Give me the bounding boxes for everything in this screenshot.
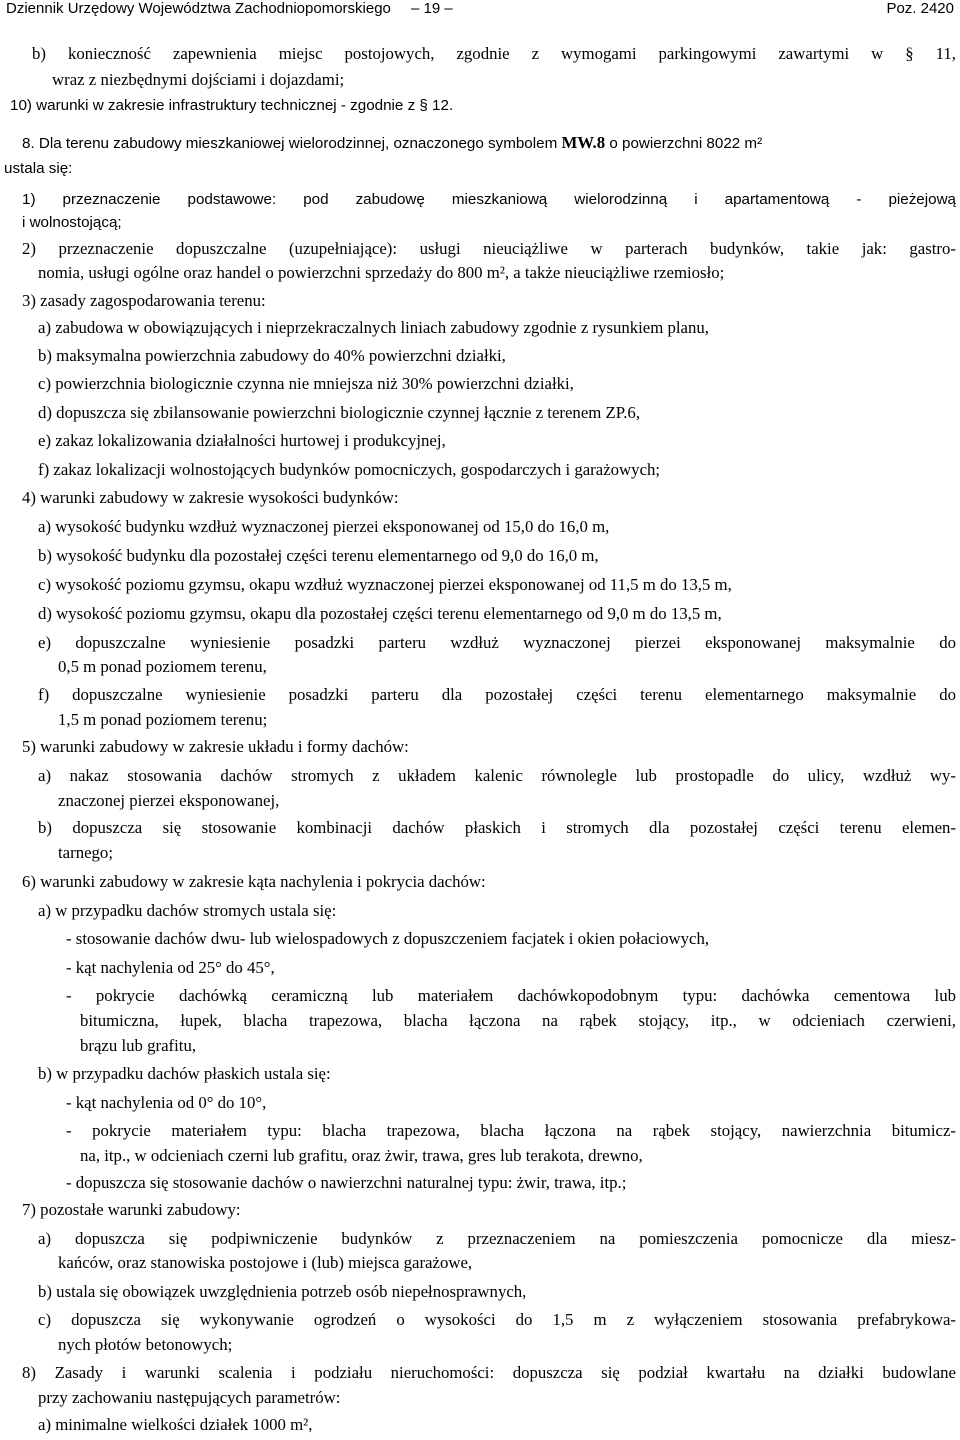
text-line: nomia, usługi ogólne oraz handel o powierzchni sprzedaży do 800 m², a także nieuciążliwe rzemiosło; (38, 263, 725, 282)
text-line: a) nakaz stosowania dachów stromych z układem kalenic równolegle lub prostopadle do ulicy, wzdłuż wy- (38, 766, 956, 785)
text-line: 0,5 m ponad poziomem terenu, (58, 657, 267, 676)
text-line: a) wysokość budynku wzdłuż wyznaczonej pierzei eksponowanej od 15,0 do 16,0 m, (38, 517, 610, 536)
text-line: 6) warunki zabudowy w zakresie kąta nachylenia i pokrycia dachów: (22, 872, 486, 891)
text-line: e) dopuszczalne wyniesienie posadzki parteru wzdłuż wyznaczonej pierzei eksponowanej maksymalnie do (38, 633, 956, 652)
text-line: - stosowanie dachów dwu- lub wielospadowych z dopuszczeniem facjatek i okien połaciowych, (66, 929, 710, 948)
text-line: - kąt nachylenia od 25° do 45°, (66, 958, 275, 977)
text-line: wraz z niezbędnymi dojściami i dojazdami; (52, 70, 345, 89)
text-line: d) dopuszcza się zbilansowanie powierzchni biologicznie czynnej łącznie z terenem ZP.6, (38, 403, 641, 422)
section-heading: 8. Dla terenu zabudowy mieszkaniowej wielorodzinnej, oznaczonego symbolem MW.8 o powierzchni 8022 m² (22, 133, 763, 152)
text-line: b) dopuszcza się stosowanie kombinacji dachów płaskich i stromych dla pozostałej części terenu elemen- (38, 818, 956, 837)
journal-title: Dziennik Urzędowy Województwa Zachodniopomorskiego (6, 0, 391, 17)
text-line: a) zabudowa w obowiązujących i nieprzekraczalnych liniach zabudowy zgodnie z rysunkiem planu, (38, 318, 709, 337)
symbol-code: MW.8 (561, 133, 606, 152)
text-line: 1) przeznaczenie podstawowe: pod zabudowę mieszkaniową wielorodzinną i apartamentową - pieżejową (22, 191, 956, 208)
text-line: b) maksymalna powierzchnia zabudowy do 40% powierzchni działki, (38, 346, 506, 365)
text-line: - pokrycie materiałem typu: blacha trapezowa, blacha łączona na rąbek stojący, nawierzchnia bitumicz- (66, 1121, 956, 1140)
text-line: bitumiczna, łupek, blacha trapezowa, blacha łączona na rąbek stojący, itp., w odcieniach czerwieni, (80, 1011, 956, 1030)
text-line: i wolnostojącą; (22, 214, 122, 231)
text-line: 2) przeznaczenie dopuszczalne (uzupełniające): usługi nieuciążliwe w parterach budynków, takie jak: gastro- (22, 239, 956, 258)
text-line: b) w przypadku dachów płaskich ustala się: (38, 1064, 331, 1083)
text-line: 3) zasady zagospodarowania terenu: (22, 291, 266, 310)
text-line: d) wysokość poziomu gzymsu, okapu dla pozostałej części terenu elementarnego od 9,0 m do 13,5 m, (38, 604, 722, 623)
text-line: 1,5 m ponad poziomem terenu; (58, 710, 268, 729)
text-line: a) w przypadku dachów stromych ustala się: (38, 901, 337, 920)
text-line: znaczonej pierzei eksponowanej, (58, 791, 280, 810)
text-line: c) dopuszcza się wykonywanie ogrodzeń o wysokości do 1,5 m z wyłączeniem stosowania prefabrykowa- (38, 1310, 956, 1329)
text-line: c) wysokość poziomu gzymsu, okapu wzdłuż wyznaczonej pierzei eksponowanej od 11,5 m do 13,5 m, (38, 575, 732, 594)
text-line: 4) warunki zabudowy w zakresie wysokości budynków: (22, 488, 399, 507)
text-line: 5) warunki zabudowy w zakresie układu i formy dachów: (22, 737, 409, 756)
text-line: brązu lub grafitu, (80, 1036, 197, 1055)
text-line: 8) Zasady i warunki scalenia i podziału nieruchomości: dopuszcza się podział kwartału na działki budowlane (22, 1363, 956, 1382)
text-line: b) ustala się obowiązek uwzględnienia potrzeb osób niepełnosprawnych, (38, 1282, 527, 1301)
text-line: przy zachowaniu następujących parametrów: (38, 1388, 341, 1407)
text-line: f) dopuszczalne wyniesienie posadzki parteru dla pozostałej części terenu elementarnego maksymalnie do (38, 685, 956, 704)
page-header (6, 0, 954, 20)
page-number: – 19 – (411, 0, 453, 17)
text-line: ustala się: (4, 160, 73, 177)
text-line: - dopuszcza się stosowanie dachów o nawierzchni naturalnej typu: żwir, trawa, itp.; (66, 1173, 627, 1192)
text-line: a) minimalne wielkości działek 1000 m², (38, 1415, 313, 1434)
text-line: f) zakaz lokalizacji wolnostojących budynków pomocniczych, gospodarczych i garażowych; (38, 460, 661, 479)
text-line: - pokrycie dachówką ceramiczną lub materiałem dachówkopodobnym typu: dachówka cementowa lub (66, 986, 956, 1005)
text-line: na, itp., w odcieniach czerni lub grafitu, oraz żwir, trawa, gres lub terakota, drewno, (80, 1146, 643, 1165)
text-line: e) zakaz lokalizowania działalności hurtowej i produkcyjnej, (38, 431, 446, 450)
text-line: c) powierzchnia biologicznie czynna nie mniejsza niż 30% powierzchni działki, (38, 374, 574, 393)
position-number: Poz. 2420 (886, 0, 954, 17)
text-line: b) konieczność zapewnienia miejsc postojowych, zgodnie z wymogami parkingowymi zawartymi w § 11, (32, 44, 956, 63)
text-line: - kąt nachylenia od 0° do 10°, (66, 1093, 267, 1112)
text-line: nych płotów betonowych; (58, 1335, 233, 1354)
text-line: kańców, oraz stanowiska postojowe i (lub) miejsca garażowe, (58, 1253, 473, 1272)
text-line: 7) pozostałe warunki zabudowy: (22, 1200, 241, 1219)
text-line: a) dopuszcza się podpiwniczenie budynków z przeznaczeniem na pomieszczenia pomocnicze dla miesz- (38, 1229, 956, 1248)
text-line: 10) warunki w zakresie infrastruktury technicznej - zgodnie z § 12. (10, 97, 454, 114)
text-line: b) wysokość budynku dla pozostałej części terenu elementarnego od 9,0 do 16,0 m, (38, 546, 599, 565)
text-line: tarnego; (58, 843, 113, 862)
